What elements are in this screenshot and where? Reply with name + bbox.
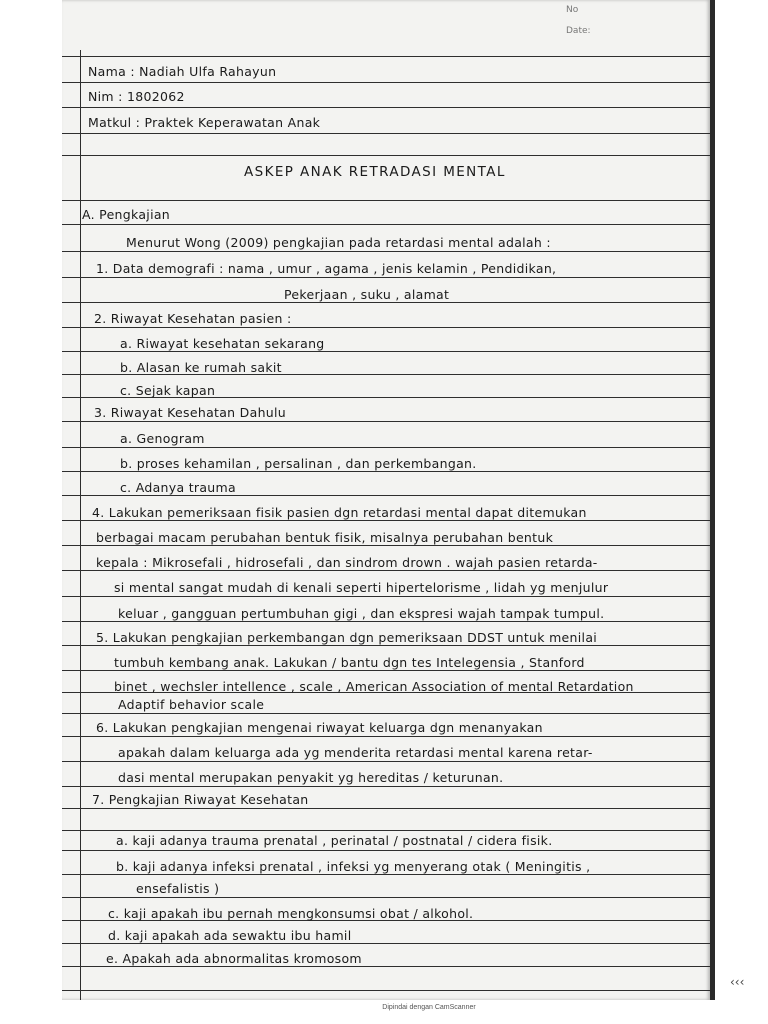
ruled-line — [62, 351, 710, 352]
text-line: a. kaji adanya trauma prenatal , perinatal / postnatal / cidera fisik. — [116, 833, 553, 848]
ruled-line — [62, 990, 710, 991]
text-line: tumbuh kembang anak. Lakukan / bantu dgn tes Intelegensia , Stanford — [114, 655, 585, 670]
text-line: dasi mental merupakan penyakit yg hereditas / keturunan. — [118, 770, 504, 785]
ruled-line — [62, 545, 710, 546]
text-line: keluar , gangguan pertumbuhan gigi , dan ekspresi wajah tampak tumpul. — [118, 606, 605, 621]
text-line: si mental sangat mudah di kenali seperti hipertelorisme , lidah yg menjulur — [114, 580, 609, 595]
ruled-line — [62, 277, 710, 278]
text-line: 2. Riwayat Kesehatan pasien : — [94, 311, 292, 326]
text-line: e. Apakah ada abnormalitas kromosom — [106, 951, 362, 966]
ruled-line — [62, 570, 710, 571]
text-line: b. kaji adanya infeksi prenatal , infeksi yg menyerang otak ( Meningitis , — [116, 859, 591, 874]
ruled-line — [62, 520, 710, 521]
ruled-line — [62, 850, 710, 851]
ruled-line — [62, 251, 710, 252]
text-line: c. Adanya trauma — [120, 480, 236, 495]
text-line: Adaptif behavior scale — [118, 697, 265, 712]
ruled-line — [62, 621, 710, 622]
text-line: c. kaji apakah ibu pernah mengkonsumsi obat / alkohol. — [108, 906, 474, 921]
no-label: No — [566, 5, 579, 15]
text-line: 4. Lakukan pemeriksaan fisik pasien dgn retardasi mental dapat ditemukan — [92, 505, 587, 520]
ruled-line — [62, 302, 710, 303]
text-line: 1. Data demografi : nama , umur , agama , jenis kelamin , Pendidikan, — [96, 261, 557, 276]
ruled-line — [62, 761, 710, 762]
ruled-line — [62, 874, 710, 875]
text-line: d. kaji apakah ada sewaktu ibu hamil — [108, 928, 352, 943]
text-line: ensefalistis ) — [136, 881, 220, 896]
ruled-line — [62, 495, 710, 496]
ruled-line — [62, 224, 710, 225]
nim-line: Nim : 1802062 — [88, 89, 185, 104]
text-line: A. Pengkajian — [82, 207, 171, 222]
ruled-line — [62, 327, 710, 328]
text-line: c. Sejak kapan — [120, 383, 216, 398]
ruled-line — [62, 133, 710, 134]
ruled-line — [62, 421, 710, 422]
ruled-line — [62, 107, 710, 108]
ruled-line — [62, 943, 710, 944]
corner-mark: ‹‹‹ — [730, 975, 745, 989]
text-line: 5. Lakukan pengkajian perkembangan dgn pemeriksaan DDST untuk menilai — [96, 630, 598, 645]
text-line: a. Riwayat kesehatan sekarang — [120, 336, 325, 351]
margin-line — [80, 50, 81, 1000]
date-label: Date: — [566, 26, 591, 36]
ruled-line — [62, 786, 710, 787]
ruled-line — [62, 897, 710, 898]
text-line: b. proses kehamilan , persalinan , dan perkembangan. — [120, 456, 477, 471]
ruled-line — [62, 830, 710, 831]
text-line: apakah dalam keluarga ada yg menderita retardasi mental karena retar- — [118, 745, 593, 760]
text-line: binet , wechsler intellence , scale , American Association of mental Retardation — [114, 679, 634, 694]
text-line: 7. Pengkajian Riwayat Kesehatan — [92, 792, 309, 807]
ruled-line — [62, 200, 710, 201]
page-title: ASKEP ANAK RETRADASI MENTAL — [244, 164, 506, 180]
ruled-line — [62, 670, 710, 671]
ruled-line — [62, 713, 710, 714]
ruled-line — [62, 471, 710, 472]
ruled-line — [62, 645, 710, 646]
text-line: a. Genogram — [120, 431, 205, 446]
text-line: 6. Lakukan pengkajian mengenai riwayat keluarga dgn menanyakan — [96, 720, 543, 735]
ruled-line — [62, 82, 710, 83]
text-line: berbagai macam perubahan bentuk fisik, misalnya perubahan bentuk — [96, 530, 554, 545]
text-line: 3. Riwayat Kesehatan Dahulu — [94, 405, 287, 420]
text-line: Menurut Wong (2009) pengkajian pada retardasi mental adalah : — [126, 235, 551, 250]
name-line: Nama : Nadiah Ulfa Rahayun — [88, 64, 277, 79]
matkul-line: Matkul : Praktek Keperawatan Anak — [88, 115, 321, 130]
text-line: Pekerjaan , suku , alamat — [284, 287, 450, 302]
ruled-line — [62, 966, 710, 967]
ruled-line — [62, 736, 710, 737]
ruled-line — [62, 808, 710, 809]
ruled-line — [62, 56, 710, 57]
ruled-line — [62, 447, 710, 448]
text-line: kepala : Mikrosefali , hidrosefali , dan sindrom drown . wajah pasien retarda- — [96, 555, 598, 570]
scanner-footer: Dipindai dengan CamScanner — [382, 1004, 476, 1011]
notebook-page — [62, 0, 745, 1000]
ruled-line — [62, 596, 710, 597]
ruled-line — [62, 155, 710, 156]
text-line: b. Alasan ke rumah sakit — [120, 360, 282, 375]
